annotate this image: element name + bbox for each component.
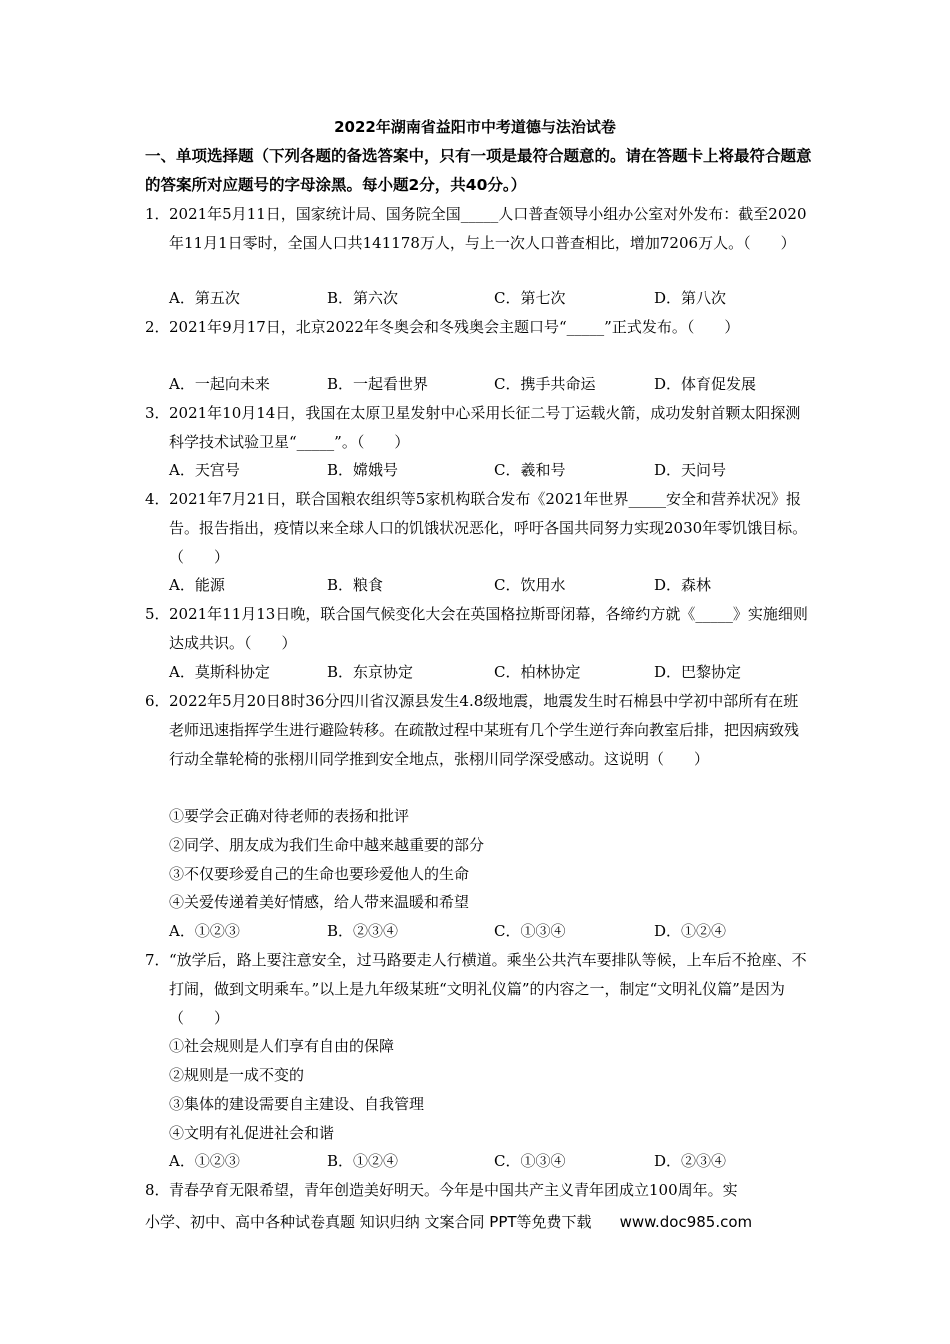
question-3-options — [169, 456, 809, 485]
question-number: 2． — [145, 318, 170, 336]
option-c: C．柏林协定 — [494, 663, 581, 681]
option-b: B．粮食 — [327, 576, 384, 594]
question-number: 6． — [145, 692, 170, 710]
option-b: B．①②④ — [327, 1152, 399, 1170]
question-number: 4． — [145, 490, 170, 508]
option-c: C．①③④ — [494, 1152, 566, 1170]
option-d: D．①②④ — [654, 922, 727, 940]
question-text: 2021年9月17日，北京2022年冬奥会和冬残奥会主题口号“_____”正式发布。（ ） — [169, 318, 740, 336]
option-c: C．①③④ — [494, 922, 566, 940]
question-text: 青春孕育无限希望，青年创造美好明天。今年是中国共产主义青年团成立100周年。实 — [169, 1181, 738, 1199]
option-a: A．①②③ — [169, 922, 240, 940]
option-a: A．第五次 — [169, 289, 240, 307]
option-a: A．莫斯科协定 — [169, 663, 270, 681]
option-c: C．羲和号 — [494, 461, 566, 479]
question-5 — [145, 600, 813, 658]
option-a: A．①②③ — [169, 1152, 240, 1170]
question-2 — [145, 313, 813, 342]
footer-url[interactable]: www.doc985.com — [619, 1213, 753, 1231]
option-b: B．一起看世界 — [327, 375, 429, 393]
page-title: 2022年湖南省益阳市中考道德与法治试卷 — [334, 118, 616, 136]
option-b: B．嫦娥号 — [327, 461, 399, 479]
statement-2: ②同学、朋友成为我们生命中越来越重要的部分 — [169, 836, 485, 854]
statement-4: ④关爱传递着美好情感，给人带来温暖和希望 — [169, 893, 470, 911]
question-1-options — [169, 284, 809, 313]
question-text: 2021年5月11日，国家统计局、国务院全国_____人口普查领导小组办公室对外发布：截至2020年11月1日零时，全国人口共141178万人，与上一次人口普查相比，增加7206万人。（ ） — [169, 205, 807, 252]
option-d: D．森林 — [654, 576, 712, 594]
statement-4: ④文明有礼促进社会和谐 — [169, 1124, 335, 1142]
option-b: B．东京协定 — [327, 663, 414, 681]
statement-3: ③不仅要珍爱自己的生命也要珍爱他人的生命 — [169, 865, 470, 883]
option-d: D．巴黎协定 — [654, 663, 742, 681]
question-8 — [145, 1176, 813, 1205]
option-a: A．一起向未来 — [169, 375, 270, 393]
option-a: A．能源 — [169, 576, 225, 594]
option-c: C．第七次 — [494, 289, 566, 307]
section-heading: 一、单项选择题（下列各题的备选答案中，只有一项是最符合题意的。请在答题卡上将最符合题意的答案所对应题号的字母涂黑。每小题2分，共40分。） — [145, 147, 812, 194]
footer — [145, 1208, 752, 1237]
question-5-options — [169, 658, 809, 687]
question-2-options — [169, 370, 809, 399]
question-1 — [145, 200, 813, 258]
question-number: 5． — [145, 605, 170, 623]
question-6-options — [169, 917, 809, 946]
statement-1: ①社会规则是人们享有自由的保障 — [169, 1037, 395, 1055]
statement-3: ③集体的建设需要自主建设、自我管理 — [169, 1095, 425, 1113]
option-b: B．②③④ — [327, 922, 399, 940]
question-4-options — [169, 571, 809, 600]
question-text: 2022年5月20日8时36分四川省汉源县发生4.8级地震，地震发生时石棉县中学初中部所有在班老师迅速指挥学生进行避险转移。在疏散过程中某班有几个学生逆行奔向教室后排，把因病致残行动全靠轮椅的张栩川同学推到安全地点，张栩川同学深受感动。这说明（ ） — [169, 692, 800, 768]
question-4 — [145, 485, 813, 572]
option-d: D．天问号 — [654, 461, 727, 479]
question-text: 2021年7月21日，联合国粮农组织等5家机构联合发布《2021年世界_____安全和营养状况》报告。报告指出，疫情以来全球人口的饥饿状况恶化，呼吁各国共同努力实现2030年零饥饿目标。（ ） — [169, 490, 808, 566]
option-d: D．第八次 — [654, 289, 727, 307]
question-text: 2021年10月14日，我国在太原卫星发射中心采用长征二号丁运载火箭，成功发射首颗太阳探测科学技术试验卫星“_____”。（ ） — [169, 404, 801, 451]
option-d: D．②③④ — [654, 1152, 727, 1170]
option-c: C．携手共命运 — [494, 375, 596, 393]
question-7 — [145, 946, 813, 1033]
question-number: 1． — [145, 205, 170, 223]
question-text: 2021年11月13日晚，联合国气候变化大会在英国格拉斯哥闭幕，各缔约方就《_____》实施细则达成共识。（ ） — [169, 605, 808, 652]
question-number: 8． — [145, 1181, 170, 1199]
option-d: D．体育促发展 — [654, 375, 757, 393]
question-number: 3． — [145, 404, 170, 422]
option-a: A．天宫号 — [169, 461, 240, 479]
question-text: “放学后，路上要注意安全，过马路要走人行横道。乘坐公共汽车要排队等候，上车后不抢座、不打闹，做到文明乘车。”以上是九年级某班“文明礼仪篇”的内容之一，制定“文明礼仪篇”是因为（ ） — [169, 951, 807, 1027]
question-7-options — [169, 1147, 809, 1176]
question-6 — [145, 687, 813, 774]
statement-1: ①要学会正确对待老师的表扬和批评 — [169, 807, 410, 825]
question-number: 7． — [145, 951, 170, 969]
option-b: B．第六次 — [327, 289, 399, 307]
option-c: C．饮用水 — [494, 576, 566, 594]
footer-text: 小学、初中、高中各种试卷真题 知识归纳 文案合同 PPT等免费下载 — [145, 1213, 592, 1231]
question-3 — [145, 399, 813, 457]
statement-2: ②规则是一成不变的 — [169, 1066, 305, 1084]
